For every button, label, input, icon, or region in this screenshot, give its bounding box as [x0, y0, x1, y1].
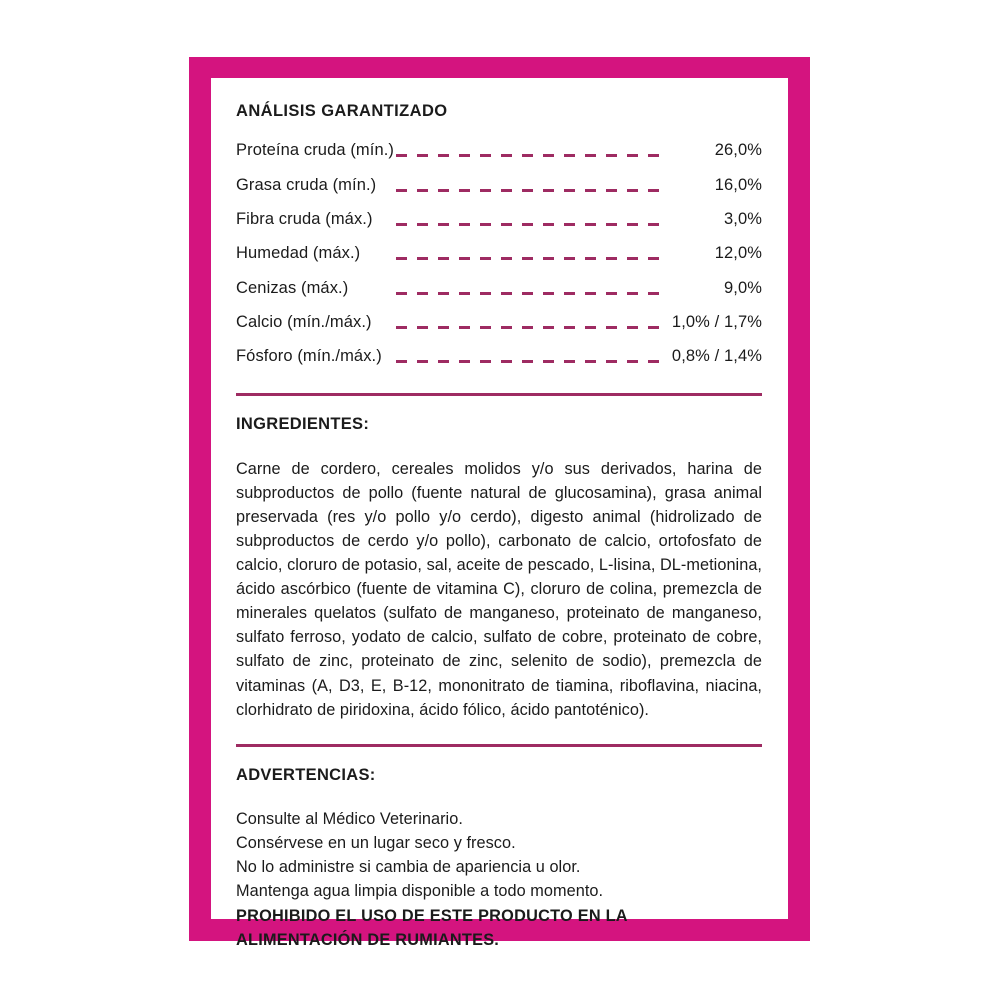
analysis-leader [394, 271, 666, 305]
analysis-value: 12,0% [714, 244, 762, 263]
analysis-leader [394, 237, 666, 271]
warning-line-bold: PROHIBIDO EL USO DE ESTE PRODUCTO EN LA [236, 906, 628, 925]
warnings-section [236, 766, 762, 953]
warnings-heading: ADVERTENCIAS: [236, 765, 376, 784]
warning-line: Mantenga agua limpia disponible a todo momento. [236, 882, 604, 901]
dashed-leader-line [396, 189, 664, 192]
analysis-label: Cenizas (máx.) [236, 278, 349, 297]
section-divider-2 [236, 744, 762, 747]
analysis-leader [394, 168, 666, 202]
dashed-leader-line [396, 292, 664, 295]
analysis-value: 16,0% [714, 175, 762, 194]
dashed-leader-line [396, 154, 664, 157]
analysis-leader [394, 305, 666, 339]
warnings-lines [236, 807, 762, 953]
warning-line: Consérvese en un lugar seco y fresco. [236, 833, 516, 852]
analysis-label: Humedad (máx.) [236, 244, 361, 263]
section-divider-1 [236, 393, 762, 396]
label-panel [211, 78, 788, 949]
table-row [236, 168, 762, 202]
analysis-value: 9,0% [723, 278, 762, 297]
table-row [236, 305, 762, 339]
table-row [236, 202, 762, 236]
ingredients-section [236, 415, 762, 722]
dashed-leader-line [396, 360, 664, 363]
dashed-leader-line [396, 326, 664, 329]
analysis-label: Proteína cruda (mín.) [236, 141, 394, 160]
analysis-table-body [236, 134, 762, 374]
analysis-label: Grasa cruda (mín.) [236, 175, 377, 194]
warning-line: Consulte al Médico Veterinario. [236, 809, 463, 828]
analysis-value: 0,8% / 1,4% [671, 347, 762, 366]
label-frame [189, 57, 810, 949]
analysis-value: 26,0% [714, 141, 762, 160]
analysis-section-title: ANÁLISIS GARANTIZADO [236, 102, 448, 120]
label-content [236, 102, 762, 949]
analysis-label: Fibra cruda (máx.) [236, 210, 373, 229]
guaranteed-analysis-table [236, 134, 762, 374]
table-row [236, 134, 762, 168]
dashed-leader-line [396, 257, 664, 260]
warning-line: No lo administre si cambia de apariencia u olor. [236, 858, 581, 877]
analysis-value: 1,0% / 1,7% [671, 312, 762, 331]
analysis-label: Fósforo (mín./máx.) [236, 347, 382, 366]
dashed-leader-line [396, 223, 664, 226]
ingredients-text: Carne de cordero, cereales molidos y/o sus derivados, harina de subproductos de pollo (fuente natural de glucosamina), grasa animal preservada (res y/o pollo y/o cerdo), digesto animal (hidrolizado de subproductos de cerdo y/o pollo), carbonato de calcio, ortofosfato de calcio, cloruro de potasio, sal, aceite de pescado, L-lisina, DL-metionina, ácido ascórbico (fuente de vitamina C), cloruro de colina, premezcla de minerales quelatos (sulfato de manganeso, proteinato de manganeso, sulfato ferroso, yodato de calcio, sulfato de cobre, proteinato de cobre, sulfato de zinc, proteinato de zinc, selenito de sodio), premezcla de vitaminas (A, D3, E, B-12, mononitrato de tiamina, riboflavina, niacina, clorhidrato de piridoxina, ácido fólico, ácido pantoténico). [236, 459, 762, 719]
table-row [236, 340, 762, 374]
analysis-label: Calcio (mín./máx.) [236, 312, 372, 331]
analysis-value: 3,0% [723, 210, 762, 229]
analysis-leader [394, 134, 666, 168]
warning-line-bold: ALIMENTACIÓN DE RUMIANTES. [236, 930, 500, 949]
analysis-leader [394, 202, 666, 236]
table-row [236, 237, 762, 271]
ingredients-heading: INGREDIENTES: [236, 414, 370, 433]
analysis-leader [394, 340, 666, 374]
table-row [236, 271, 762, 305]
